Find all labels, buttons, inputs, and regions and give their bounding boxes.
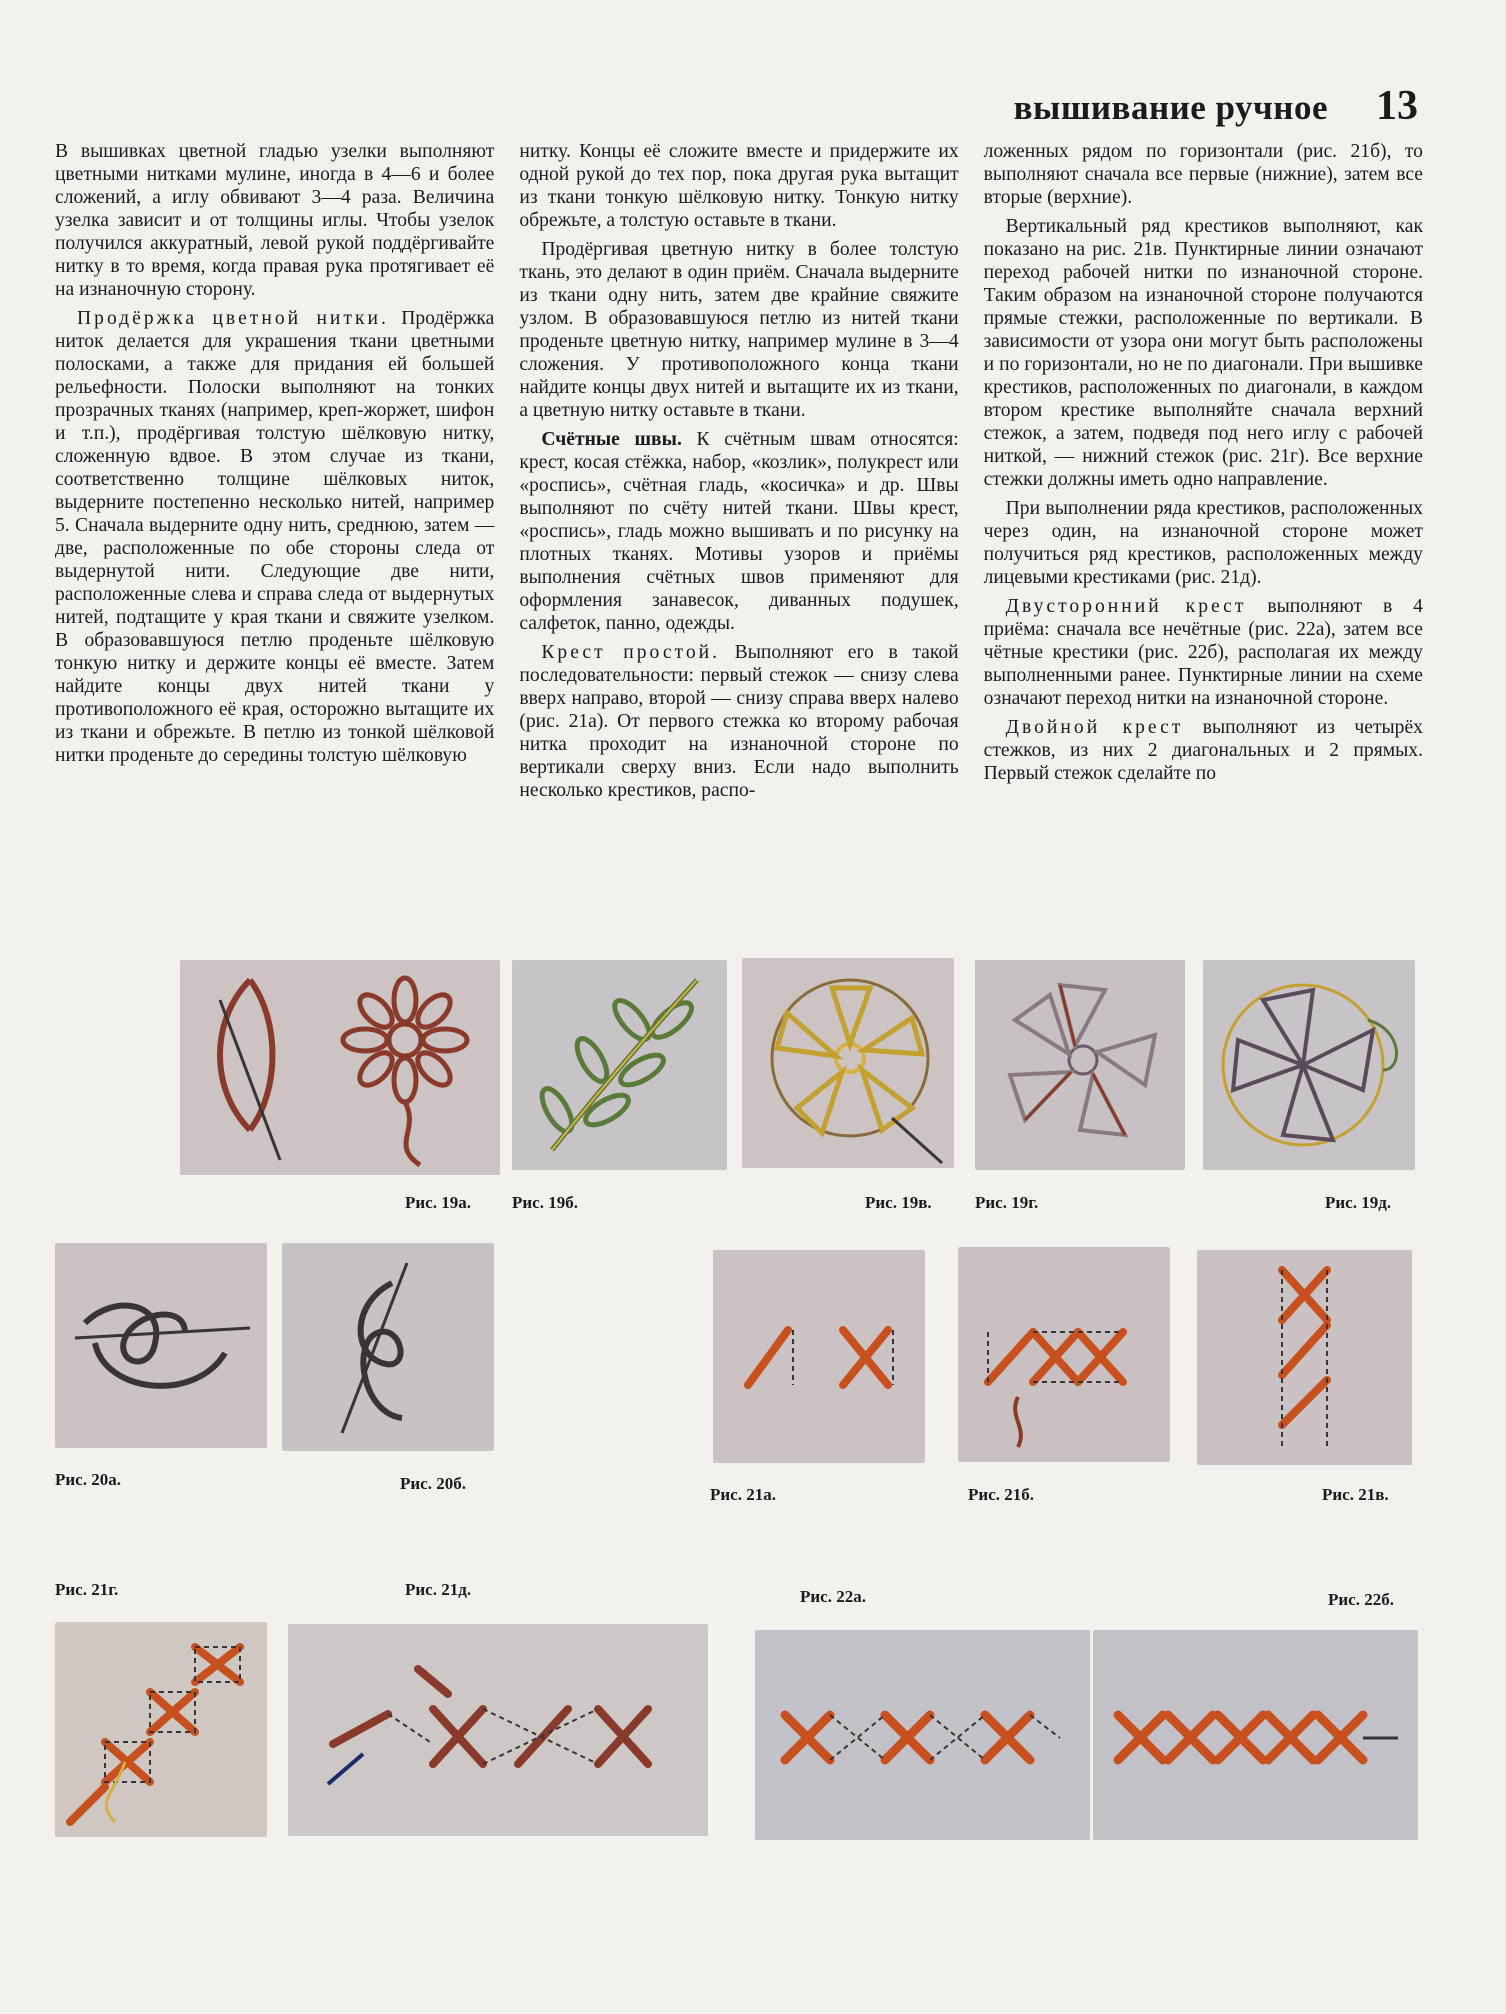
figure-19g-image (975, 960, 1185, 1170)
paragraph: Двойной крест выполняют из четырёх стежков, из них 2 диагональных и 2 прямых. Первый стежок сделайте по (983, 717, 1423, 784)
lead-in: Крест простой. (541, 642, 721, 663)
paragraph: Крест простой. Выполняют его в такой последовательности: первый стежок — снизу слева вверх направо, второй — снизу справа вверх налево (рис. 21а). От первого стежка ко второму рабочая нитка проходит на изнаночной стороне по вертикали сверху вниз. Если надо выполнить несколько крестиков, распо- (519, 642, 959, 801)
caption-21g: Рис. 21г. (55, 1580, 119, 1599)
paragraph: Продёржка цветной нитки. Продёржка ниток делается для украшения ткани цветными полосками, а также для придания ей большей рельефности. Полоски выполняют на тонких прозрачных тканях (например, креп-жоржет, шифон и т.п.), продёргивая толстую шёлковую нитку, сложенную вдвое. В этом случае из ткани, соответственно толщине шёлковых ниток, выдерните постепенно несколько нитей, например 5. Сначала выдерните одну нить, среднюю, затем — две, расположенные по обе стороны следа от выдернутой нити. Следующие две нити, расположенные слева и справа следа от выдернутых нитей, подтащите у края ткани и свяжите узелком. В образовавшуюся петлю проденьте шёлковую тонкую нитку и держите концы её вместе. Затем найдите концы двух нитей ткани у противоположного её края, осторожно вытащите их из ткани и обрежьте. В петлю из тонкой шёлковой нитки проденьте до середины толстую шёлковую (55, 308, 495, 766)
column-1 (55, 140, 494, 808)
caption-20a: Рис. 20а. (55, 1470, 121, 1489)
paragraph: При выполнении ряда крестиков, расположенных через один, на изнаночной стороне может получиться ряд крестиков, расположенных между лицевыми крестиками (рис. 21д). (983, 498, 1423, 588)
caption-21d: Рис. 21д. (405, 1580, 472, 1599)
caption-22b: Рис. 22б. (1328, 1590, 1394, 1609)
lead-in: Счётные швы. (541, 429, 682, 450)
caption-21v: Рис. 21в. (1322, 1485, 1389, 1504)
figure-21v-image (1197, 1250, 1412, 1465)
figure-20b-image (282, 1243, 494, 1451)
caption-19d: Рис. 19д. (1325, 1193, 1392, 1212)
paragraph: Вертикальный ряд крестиков выполняют, как показано на рис. 21в. Пунктирные линии означают переход рабочей нитки по изнаночной стороне. Таким образом на изнаночной стороне получаются прямые стежки, расположенные по вертикали. В зависимости от узора они могут быть расположены и по горизонтали, но не по диагонали. При вышивке крестиков, расположенных по диагонали, в каждом втором крестике выполняйте сначала верхний стежок, а затем, подведя под него иглу с рабочей ниткой, — нижний стежок (рис. 21г). Все верхние стежки должны иметь одно направление. (983, 216, 1423, 490)
column-2 (519, 140, 958, 808)
figure-20a-image (55, 1243, 267, 1448)
figure-21g-image (55, 1622, 267, 1837)
paragraph: нитку. Концы её сложите вместе и придержите их одной рукой до тех пор, пока другая рука вытащит из ткани тонкую шёлковую нитку. Тонкую нитку обрежьте, а толстую оставьте в ткани. (519, 141, 959, 231)
caption-22a: Рис. 22а. (800, 1587, 866, 1606)
caption-19b: Рис. 19б. (512, 1193, 578, 1212)
figure-19b-image (512, 960, 727, 1170)
lead-in: Двойной крест (1005, 717, 1184, 738)
figure-21d-image (288, 1624, 708, 1836)
caption-19a: Рис. 19а. (405, 1193, 471, 1212)
page-number: 13 (1376, 83, 1418, 129)
paragraph: ложенных рядом по горизонтали (рис. 21б), то выполняют сначала все первые (нижние), затем все вторые (верхние). (983, 141, 1423, 208)
text-columns (55, 140, 1423, 808)
figure-22a-image (755, 1630, 1090, 1840)
caption-21b: Рис. 21б. (968, 1485, 1034, 1504)
page-header (1014, 82, 1418, 130)
paragraph: В вышивках цветной гладью узелки выполняют цветными нитками мулине, иногда в 4—6 и более сложений, а иглу обвивают 3—4 раза. Величина узелка зависит и от толщины иглы. Чтобы узелок получился аккуратный, левой рукой поддёргивайте нитку в то время, когда правая рука протягивает её на изнаночную сторону. (55, 141, 495, 300)
section-title: вышивание ручное (1013, 88, 1328, 127)
figure-22b-image (1093, 1630, 1418, 1840)
figure-19d-image (1203, 960, 1415, 1170)
figure-19v-image (742, 958, 954, 1168)
figure-19a-image (180, 960, 500, 1175)
caption-19v: Рис. 19в. (865, 1193, 932, 1212)
caption-21a: Рис. 21а. (710, 1485, 776, 1504)
figure-21a-image (713, 1250, 925, 1463)
lead-in: Двусторонний крест (1005, 596, 1247, 617)
paragraph: Продёргивая цветную нитку в более толстую ткань, это делают в один приём. Сначала выдерните из ткани одну нить, затем две крайние свяжите узлом. В образовавшуюся петлю из нитей ткани проденьте цветную нитку, например мулине в 3—4 сложения. У противоположного конца ткани найдите концы двух нитей и вытащите их из ткани, а цветную нитку оставьте в ткани. (519, 239, 959, 421)
paragraph: Двусторонний крест выполняют в 4 приёма: сначала все нечётные (рис. 22а), затем все чётные крестики (рис. 22б), располагая их между выполненными ранее. Пунктирные линии на схеме означают переход нитки на изнаночной стороне. (983, 596, 1423, 709)
caption-20b: Рис. 20б. (400, 1474, 466, 1493)
paragraph: Счётные швы. К счётным швам относятся: крест, косая стёжка, набор, «козлик», полукрест или «роспись», счётная гладь, «косичка» и др. Швы выполняют по счёту нитей ткани. Швы крест, «роспись», гладь можно вышивать и по рисунку на плотных тканях. Мотивы узоров и приёмы выполнения счётных швов применяют для оформления занавесок, диванных подушек, салфеток, панно, одежды. (519, 429, 959, 634)
caption-19g: Рис. 19г. (975, 1193, 1039, 1212)
figure-21b-image (958, 1247, 1170, 1462)
column-3 (984, 140, 1423, 808)
lead-in: Продёржка цветной нитки. (77, 308, 389, 329)
